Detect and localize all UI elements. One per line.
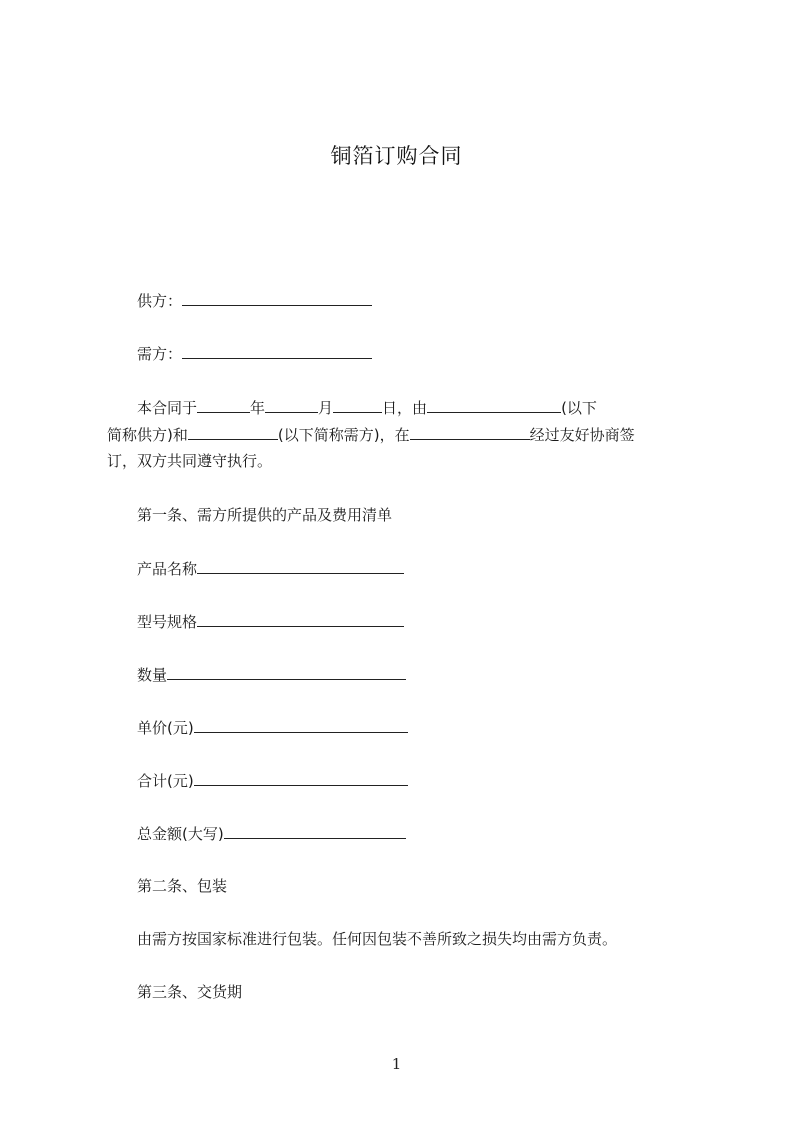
- model-spec-blank[interactable]: [197, 611, 404, 627]
- total-capital-label: 总金额(大写): [137, 825, 224, 843]
- quantity-line: [137, 664, 406, 685]
- article1-heading: 第一条、需方所提供的产品及费用清单: [137, 506, 393, 524]
- buyer-blank[interactable]: [182, 343, 372, 359]
- party-a-blank[interactable]: [427, 397, 561, 413]
- intro-paragraph: [107, 395, 707, 475]
- day-blank[interactable]: [333, 397, 382, 413]
- year-blank[interactable]: [197, 397, 250, 413]
- supplier-blank[interactable]: [182, 290, 372, 306]
- model-spec-line: [137, 611, 404, 632]
- intro-text-5: 经过友好协商签: [529, 425, 635, 444]
- unit-price-label: 单价(元): [137, 719, 194, 737]
- quantity-label: 数量: [137, 666, 168, 684]
- total-label: 合计(元): [137, 772, 194, 790]
- unit-price-blank[interactable]: [194, 717, 408, 733]
- product-name-blank[interactable]: [197, 558, 404, 574]
- unit-price-line: [137, 717, 408, 738]
- intro-row-2: [107, 422, 707, 449]
- article3-heading: 第三条、交货期: [137, 983, 243, 1001]
- total-capital-line: [137, 823, 406, 844]
- intro-text-6: 订，双方共同遵守执行。: [107, 452, 273, 470]
- quantity-blank[interactable]: [167, 664, 406, 680]
- article2-heading: 第二条、包装: [137, 877, 228, 895]
- page-number: 1: [391, 1055, 402, 1073]
- intro-day: 日，由: [382, 399, 428, 417]
- supplier-line: [137, 290, 372, 311]
- location-blank[interactable]: [410, 424, 530, 440]
- intro-text-4: (以下简称需方)，在: [277, 425, 410, 444]
- intro-text-1: 本合同于: [137, 399, 198, 417]
- product-name-line: [137, 558, 404, 579]
- model-spec-label: 型号规格: [137, 613, 198, 631]
- intro-year: 年: [250, 399, 266, 417]
- intro-text-2: (以下: [561, 399, 597, 417]
- document-title: 铜箔订购合同: [330, 144, 463, 168]
- supplier-label: 供方：: [137, 292, 183, 310]
- article2-text: 由需方按国家标准进行包装。任何因包装不善所致之损失均由需方负责。: [137, 930, 618, 948]
- intro-row-3: [107, 448, 707, 475]
- intro-row-1: [107, 395, 707, 422]
- total-blank[interactable]: [194, 770, 408, 786]
- month-blank[interactable]: [265, 397, 318, 413]
- product-name-label: 产品名称: [137, 560, 198, 578]
- total-line: [137, 770, 408, 791]
- buyer-label: 需方：: [137, 345, 183, 363]
- total-capital-blank[interactable]: [224, 823, 406, 839]
- party-b-blank[interactable]: [188, 424, 278, 440]
- intro-month: 月: [318, 399, 334, 417]
- buyer-line: [137, 343, 372, 364]
- intro-text-3: 简称供方)和: [107, 425, 188, 444]
